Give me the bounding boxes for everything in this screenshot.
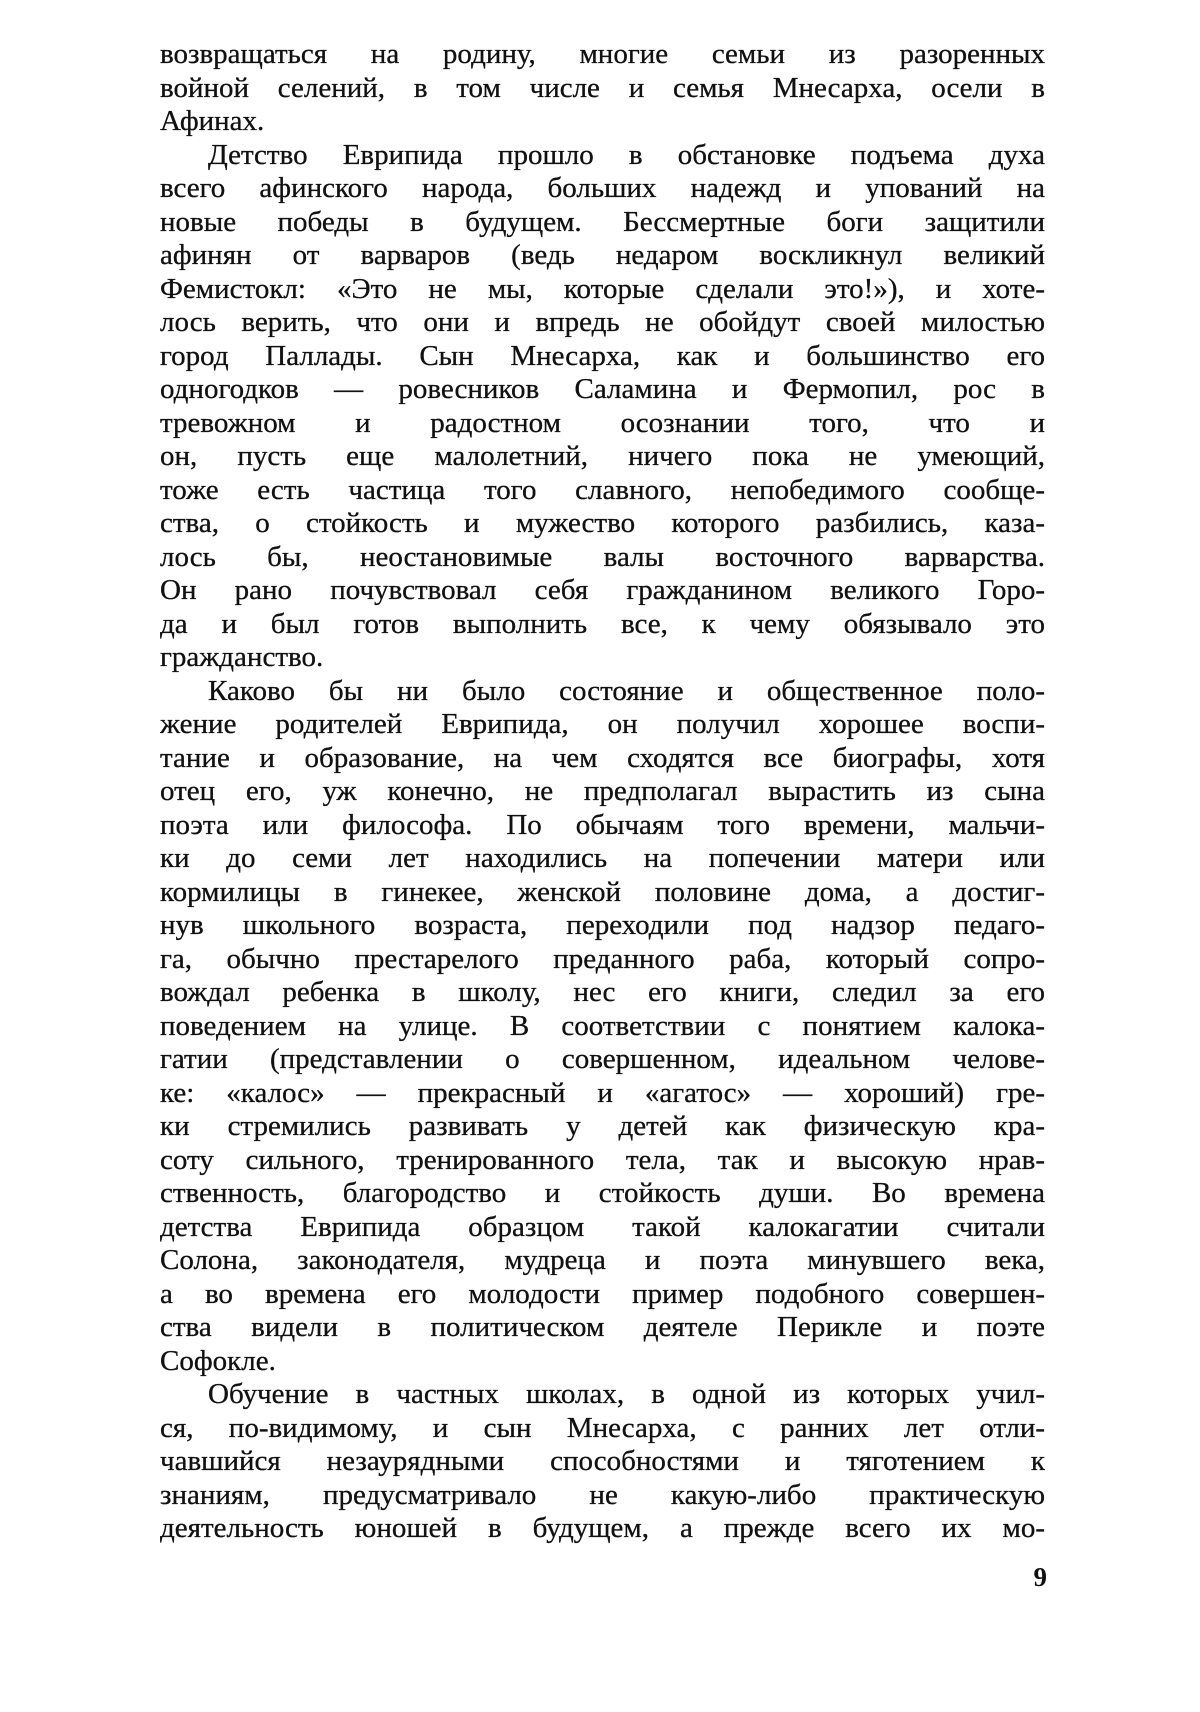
text-line: вождал ребенка в школу, нес его книги, следил за его <box>160 976 1045 1008</box>
paragraph-first-line: Обучение в частных школах, в одной из которых учил- <box>208 1378 1045 1410</box>
text-line: лось верить, что они и впредь не обойдут своей милостью <box>160 306 1045 338</box>
text-line: ся, по-видимому, и сын Мнесарха, с ранних лет отли- <box>160 1411 1045 1444</box>
text-line: отец его, уж конечно, не предполагал вырастить из сына <box>160 775 1045 807</box>
text-line: жение родителей Еврипида, он получил хорошее воспи- <box>160 708 1045 740</box>
text-line: тревожном и радостном осознании того, что и <box>160 406 1045 439</box>
text-line: лось бы, неостановимые валы восточного варварства. <box>160 540 1045 573</box>
text-line: гатии (представлении о совершенном, идеальном челове- <box>160 1043 1045 1075</box>
text-line: ки до семи лет находились на попечении матери или <box>160 842 1045 874</box>
paragraph-first-line: Детство Еврипида прошло в обстановке подъема духа <box>208 138 1045 171</box>
text-line: Фемистокл: «Это не мы, которые сделали это!»), и хоте- <box>160 272 1045 305</box>
text-line: гражданство. <box>160 641 324 673</box>
text-line: Солона, законодателя, мудреца и поэта минувшего века, <box>160 1244 1045 1276</box>
text-line: Софокле. <box>160 1344 276 1377</box>
text-line: знаниям, предусматривало не какую-либо практическую <box>160 1478 1045 1511</box>
text-line: ства видели в политическом деятеле Перикле и поэте <box>160 1311 1045 1343</box>
text-line: Он рано почувствовал себя гражданином великого Горо- <box>160 574 1045 606</box>
text-line: всего афинского народа, больших надежд и упований на <box>160 172 1045 204</box>
text-line: ке: «калос» — прекрасный и «агатос» — хороший) гре- <box>160 1076 1045 1109</box>
text-line: новые победы в будущем. Бессмертные боги защитили <box>160 205 1045 238</box>
text-line: город Паллады. Сын Мнесарха, как и большинство его <box>160 339 1045 372</box>
text-line: деятельность юношей в будущем, а прежде всего их мо- <box>160 1512 1045 1544</box>
text-line: ства, о стойкость и мужество которого разбились, каза- <box>160 507 1045 539</box>
text-line: детства Еврипида образцом такой калокагатии считали <box>160 1210 1045 1243</box>
text-line: да и был готов выполнить все, к чему обязывало это <box>160 607 1045 640</box>
text-line: тание и образование, на чем сходятся все биографы, хотя <box>160 741 1045 774</box>
page-number: 9 <box>1033 1562 1047 1592</box>
text-line: войной селений, в том числе и семья Мнесарха, осели в <box>160 71 1045 104</box>
text-line: афинян от варваров (ведь недаром воскликнул великий <box>160 239 1045 271</box>
text-line: Афинах. <box>160 105 265 137</box>
text-line: га, обычно престарелого преданного раба, который сопро- <box>160 942 1045 975</box>
text-line: а во времена его молодости пример подобного совершен- <box>160 1277 1045 1310</box>
text-line: поведением на улице. В соответствии с понятием калока- <box>160 1009 1045 1042</box>
text-line: нув школьного возраста, переходили под надзор педаго- <box>160 909 1045 941</box>
text-line: поэта или философа. По обычаям того времени, мальчи- <box>160 808 1045 841</box>
text-line: тоже есть частица того славного, непобедимого сообще- <box>160 473 1045 506</box>
text-line: он, пусть еще малолетний, ничего пока не умеющий, <box>160 440 1045 472</box>
body-text <box>160 38 1045 1546</box>
text-line: ственность, благородство и стойкость души. Во времена <box>160 1177 1045 1209</box>
text-line: одногодков — ровесников Саламина и Фермопил, рос в <box>160 373 1045 405</box>
text-line: кормилицы в гинекее, женской половине дома, а достиг- <box>160 875 1045 908</box>
text-line: возвращаться на родину, многие семьи из разоренных <box>160 38 1045 70</box>
text-line: чавшийся незаурядными способностями и тяготением к <box>160 1445 1045 1477</box>
text-line: соту сильного, тренированного тела, так и высокую нрав- <box>160 1143 1045 1176</box>
text-line: ки стремились развивать у детей как физическую кра- <box>160 1110 1045 1142</box>
paragraph-first-line: Каково бы ни было состояние и общественное поло- <box>208 674 1045 707</box>
